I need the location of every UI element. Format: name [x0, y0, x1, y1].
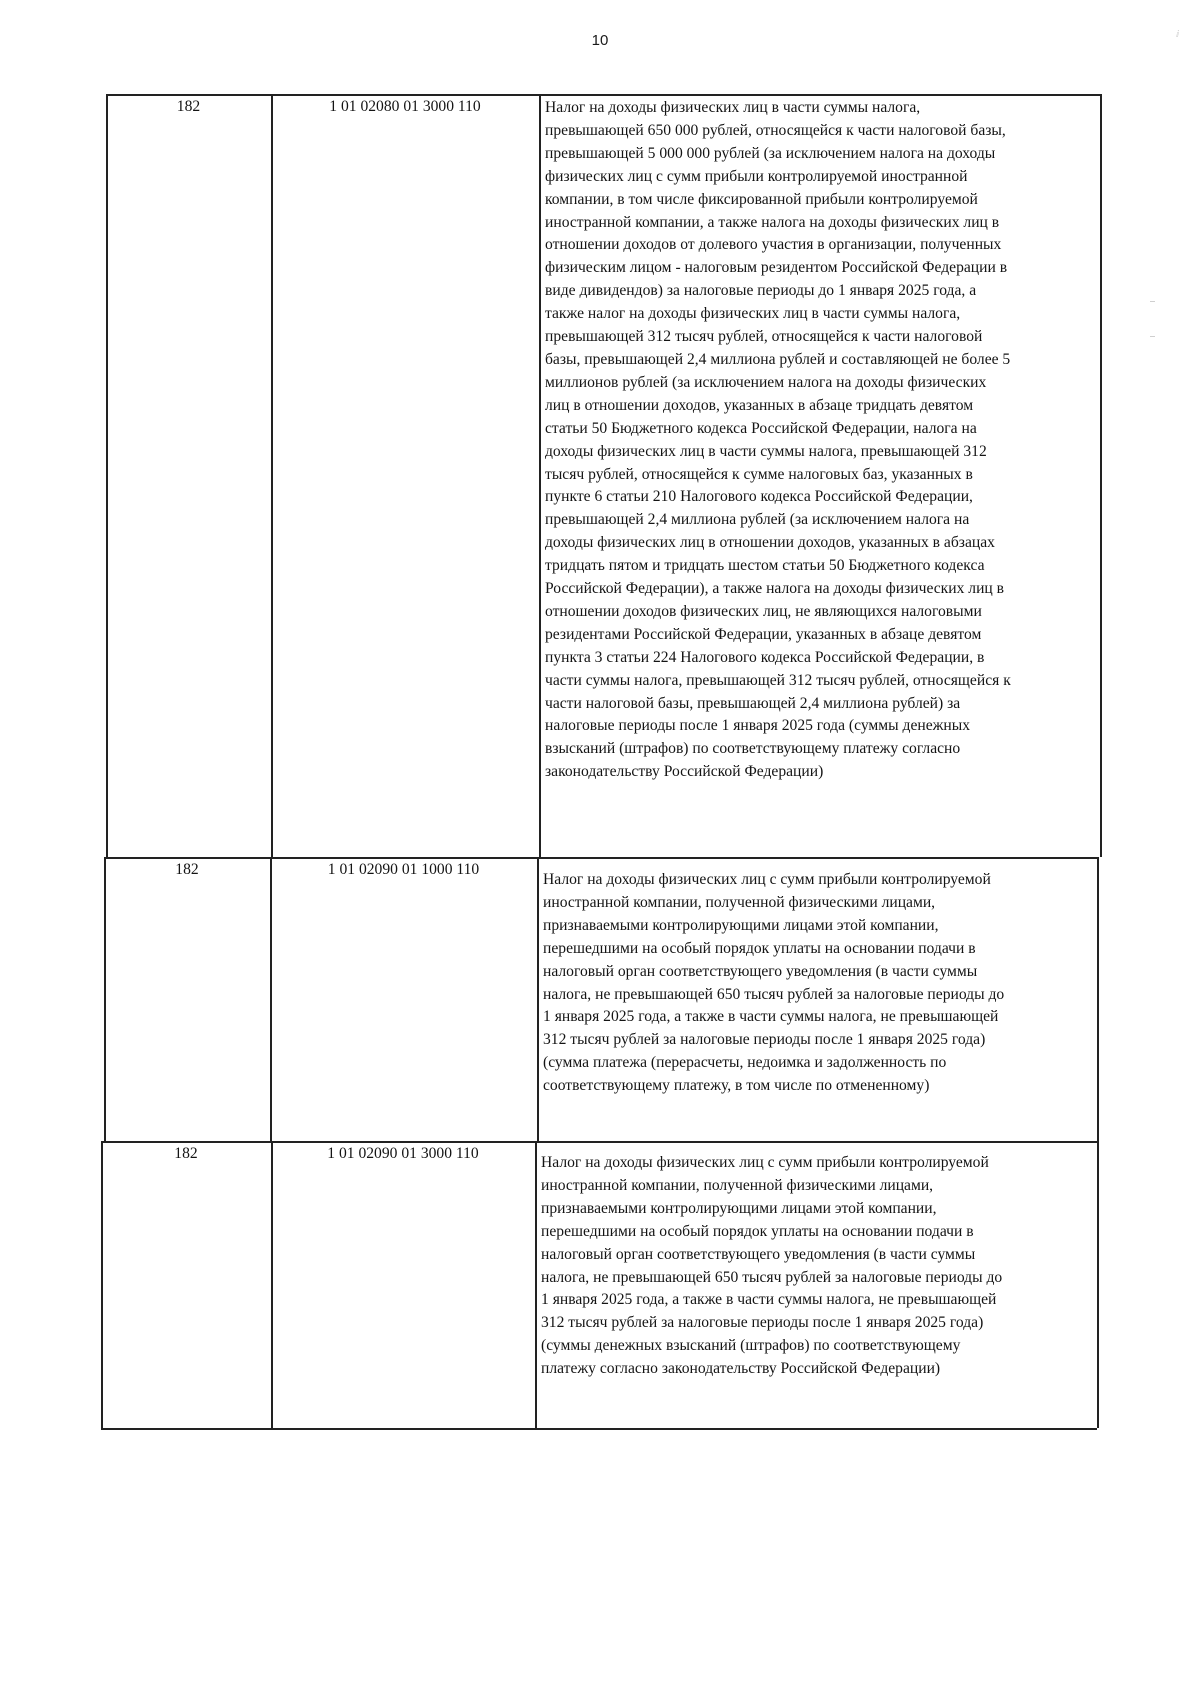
description-line: налоговые периоды после 1 января 2025 года (суммы денежных	[545, 717, 971, 735]
scan-artifact	[1150, 301, 1155, 302]
page-number: 10	[591, 32, 609, 49]
description-cell	[543, 869, 1095, 1098]
column-border	[104, 857, 106, 1141]
admin-code-cell: 182	[176, 98, 201, 115]
column-border	[1100, 94, 1102, 857]
row-top-border	[104, 857, 1097, 859]
description-line: также налог на доходы физических лиц в части суммы налога,	[545, 305, 961, 323]
description-line: перешедшими на особый порядок уплаты на основании подачи в	[543, 939, 976, 957]
description-line: иностранной компании, полученной физическими лицами,	[543, 893, 936, 911]
scan-artifact: ⅈ	[1176, 30, 1180, 40]
description-line: компании, в том числе фиксированной прибыли контролируемой	[545, 190, 978, 208]
kbk-code-cell: 1 01 02090 01 1000 110	[327, 861, 480, 878]
scan-artifact	[1150, 336, 1155, 337]
description-line: (суммы денежных взысканий (штрафов) по соответствующему	[541, 1337, 961, 1355]
description-line: превышающей 650 000 рублей, относящейся к части налоговой базы,	[545, 121, 1006, 139]
column-border	[101, 1141, 103, 1428]
description-line: Налог на доходы физических лиц с сумм прибыли контролируемой	[541, 1154, 989, 1171]
description-line: признаваемыми контролирующими лицами этой компании,	[543, 916, 939, 934]
description-cell	[541, 1152, 1095, 1381]
description-line: статьи 50 Бюджетного кодекса Российской Федерации, налога на	[545, 419, 977, 437]
description-line: пункта 3 статьи 224 Налогового кодекса Российской Федерации, в	[545, 648, 985, 666]
description-line: части налоговой базы, превышающей 2,4 миллиона рублей) за	[545, 694, 961, 712]
description-line: доходы физических лиц в части суммы налога, превышающей 312	[545, 442, 987, 460]
description-line: (сумма платежа (перерасчеты, недоимка и задолженность по	[543, 1054, 947, 1072]
kbk-code-cell: 1 01 02090 01 3000 110	[327, 1145, 479, 1162]
description-line: физическим лицом - налоговым резидентом Российской Федерации в	[545, 259, 1008, 277]
row-top-border	[106, 94, 1100, 96]
table-bottom-border	[101, 1428, 1097, 1430]
description-line: признаваемыми контролирующими лицами этой компании,	[541, 1199, 937, 1217]
description-line: иностранной компании, полученной физическими лицами,	[541, 1176, 934, 1194]
description-line: базы, превышающей 2,4 миллиона рублей и составляющей не более 5	[545, 350, 1011, 368]
description-line: перешедшими на особый порядок уплаты на основании подачи в	[541, 1222, 974, 1240]
description-line: резидентами Российской Федерации, указанных в абзаце девятом	[545, 625, 982, 643]
description-line: тысяч рублей, относящейся к сумме налоговых баз, указанных в	[545, 465, 973, 483]
description-line: физических лиц с сумм прибыли контролируемой иностранной	[545, 167, 968, 185]
description-line: 312 тысяч рублей за налоговые периоды после 1 января 2025 года)	[541, 1314, 984, 1332]
description-line: 312 тысяч рублей за налоговые периоды после 1 января 2025 года)	[543, 1031, 986, 1049]
description-line: соответствующему платежу, в том числе по отмененному)	[543, 1077, 930, 1095]
description-line: налога, не превышающей 650 тысяч рублей за налоговые периоды до	[543, 985, 1005, 1003]
column-border	[535, 1141, 537, 1428]
column-border	[270, 857, 272, 1141]
row-top-border	[101, 1141, 1097, 1143]
description-line: превышающей 2,4 миллиона рублей (за исключением налога на	[545, 511, 970, 529]
description-line: налоговый орган соответствующего уведомления (в части суммы	[543, 962, 978, 980]
column-border	[1097, 1141, 1099, 1428]
description-line: пункте 6 статьи 210 Налогового кодекса Российской Федерации,	[545, 488, 973, 506]
description-line: части суммы налога, превышающей 312 тысяч рублей, относящейся к	[545, 671, 1011, 689]
description-line: Российской Федерации), а также налога на доходы физических лиц в	[545, 580, 1005, 598]
description-line: превышающей 5 000 000 рублей (за исключением налога на доходы	[545, 144, 996, 162]
description-line: 1 января 2025 года, а также в части суммы налога, не превышающей	[541, 1291, 997, 1309]
admin-code-cell: 182	[175, 861, 199, 878]
column-border	[271, 1141, 273, 1428]
description-line: Налог на доходы физических лиц в части суммы налога,	[545, 99, 921, 116]
description-line: миллионов рублей (за исключением налога на доходы физических	[545, 373, 987, 391]
column-border	[1097, 857, 1099, 1141]
description-line: превышающей 312 тысяч рублей, относящейся к части налоговой	[545, 328, 983, 346]
column-border	[271, 94, 273, 857]
column-border	[537, 857, 539, 1141]
column-border	[539, 94, 541, 857]
column-border	[106, 94, 108, 857]
kbk-code-cell: 1 01 02080 01 3000 110	[329, 98, 481, 115]
description-line: лиц в отношении доходов, указанных в абзаце тридцать девятом	[545, 396, 974, 414]
description-line: отношении доходов физических лиц, не являющихся налоговыми	[545, 602, 982, 620]
description-line: иностранной компании, а также налога на доходы физических лиц в	[545, 213, 1000, 231]
description-line: отношении доходов от долевого участия в организации, полученных	[545, 236, 1002, 254]
description-line: 1 января 2025 года, а также в части суммы налога, не превышающей	[543, 1008, 999, 1026]
description-line: взысканий (штрафов) по соответствующему платежу согласно	[545, 740, 961, 758]
description-line: законодательству Российской Федерации)	[545, 763, 824, 781]
description-cell	[545, 97, 1098, 784]
description-line: налога, не превышающей 650 тысяч рублей за налоговые периоды до	[541, 1268, 1003, 1286]
description-line: тридцать пятом и тридцать шестом статьи 50 Бюджетного кодекса	[545, 557, 985, 575]
description-line: Налог на доходы физических лиц с сумм прибыли контролируемой	[543, 871, 991, 888]
description-line: налоговый орган соответствующего уведомления (в части суммы	[541, 1245, 976, 1263]
description-line: платежу согласно законодательству Российской Федерации)	[541, 1360, 941, 1378]
description-line: виде дивидендов) за налоговые периоды до 1 января 2025 года, а	[545, 282, 977, 300]
admin-code-cell: 182	[174, 1145, 198, 1162]
description-line: доходы физических лиц в отношении доходов, указанных в абзацах	[545, 534, 995, 552]
